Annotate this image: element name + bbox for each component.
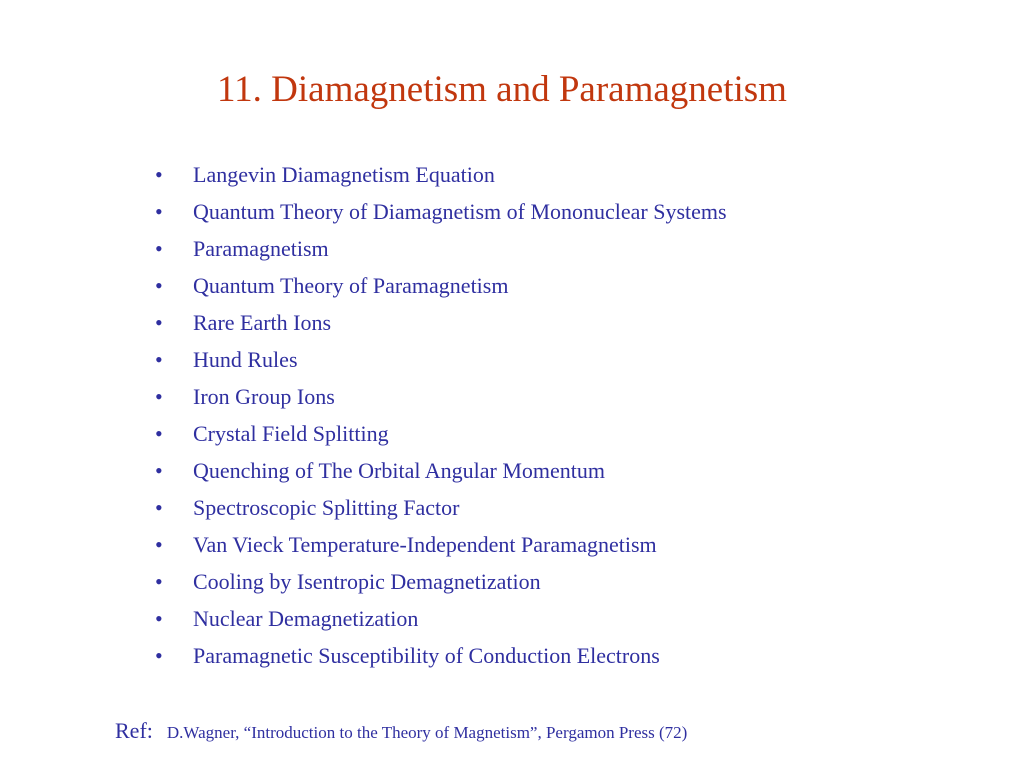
bullet-icon: • (155, 421, 163, 446)
list-item-text: Rare Earth Ions (193, 310, 332, 335)
list-item-text: Quantum Theory of Paramagnetism (193, 273, 509, 298)
bullet-icon: • (155, 458, 163, 483)
topic-list (155, 157, 727, 675)
list-item (155, 231, 727, 268)
list-item (155, 379, 727, 416)
page-title: 11. Diamagnetism and Paramagnetism (217, 69, 787, 110)
list-item-text: Paramagnetic Susceptibility of Conduction Electrons (193, 643, 660, 668)
list-item (155, 490, 727, 527)
bullet-icon: • (155, 273, 163, 298)
list-item (155, 268, 727, 305)
list-item-text: Nuclear Demagnetization (193, 606, 419, 631)
list-item (155, 194, 727, 231)
bullet-icon: • (155, 606, 163, 631)
list-item (155, 564, 727, 601)
bullet-icon: • (155, 569, 163, 594)
list-item (155, 638, 727, 675)
bullet-icon: • (155, 162, 163, 187)
list-item-text: Iron Group Ions (193, 384, 335, 409)
bullet-icon: • (155, 643, 163, 668)
list-item (155, 527, 727, 564)
list-item-text: Paramagnetism (193, 236, 329, 261)
list-item (155, 305, 727, 342)
list-item-text: Crystal Field Splitting (193, 421, 389, 446)
reference-footer (115, 718, 687, 744)
reference-label: Ref: (115, 718, 153, 743)
list-item-text: Quantum Theory of Diamagnetism of Mononuclear Systems (193, 199, 727, 224)
list-item-text: Langevin Diamagnetism Equation (193, 162, 495, 187)
bullet-icon: • (155, 495, 163, 520)
list-item (155, 416, 727, 453)
list-item-text: Van Vieck Temperature-Independent Paramagnetism (193, 532, 657, 557)
bullet-icon: • (155, 199, 163, 224)
list-item (155, 453, 727, 490)
reference-text: D.Wagner, “Introduction to the Theory of Magnetism”, Pergamon Press (72) (166, 723, 688, 742)
list-item-text: Hund Rules (193, 347, 298, 372)
list-item-text: Quenching of The Orbital Angular Momentum (193, 458, 606, 483)
bullet-icon: • (155, 532, 163, 557)
list-item (155, 157, 727, 194)
bullet-icon: • (155, 236, 163, 261)
bullet-icon: • (155, 384, 163, 409)
list-item (155, 601, 727, 638)
bullet-icon: • (155, 347, 163, 372)
bullet-icon: • (155, 310, 163, 335)
list-item-text: Cooling by Isentropic Demagnetization (193, 569, 541, 594)
list-item (155, 342, 727, 379)
list-item-text: Spectroscopic Splitting Factor (193, 495, 460, 520)
